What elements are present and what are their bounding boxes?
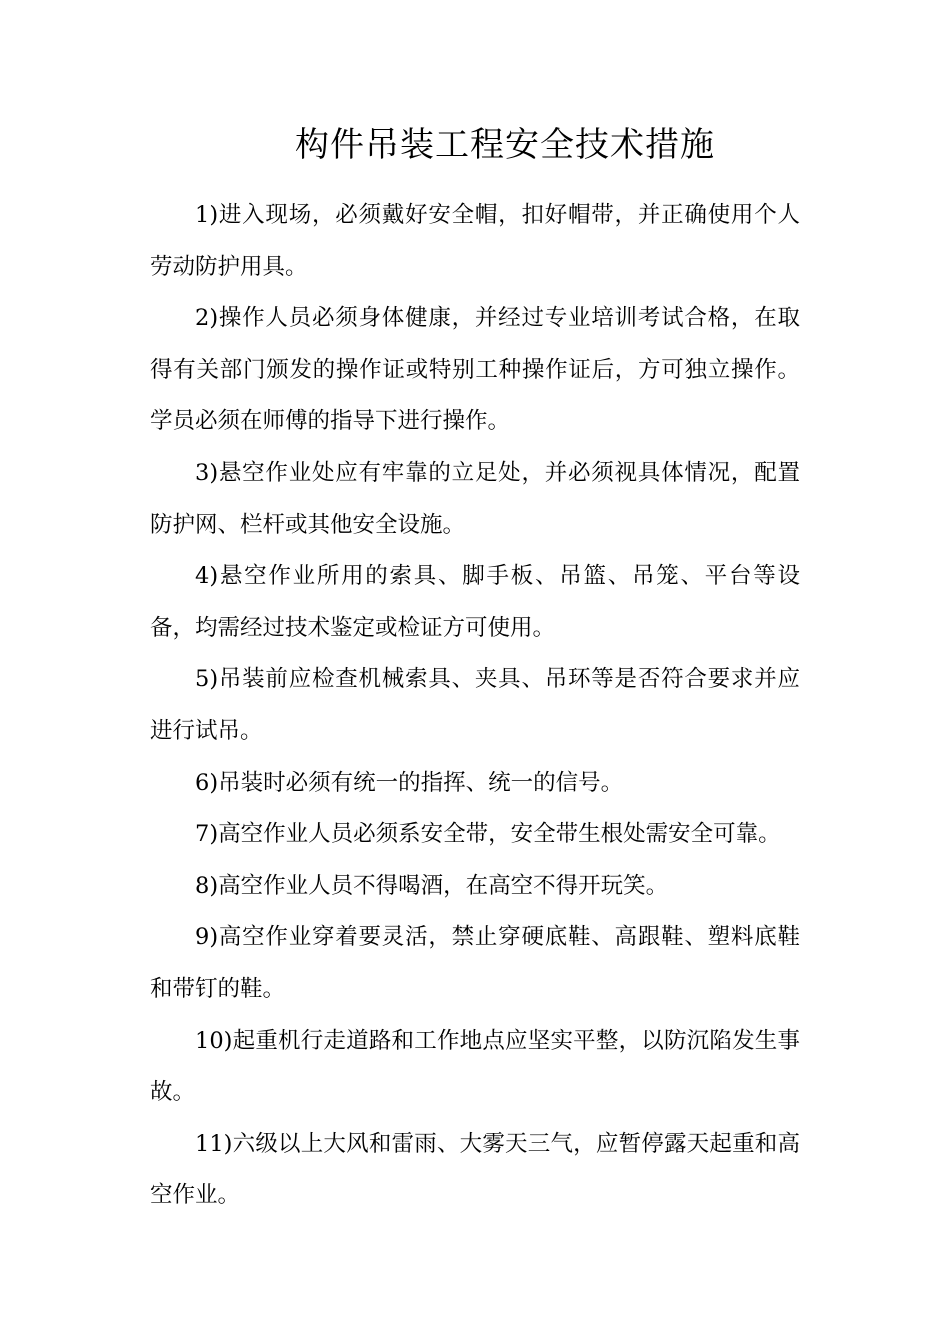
paragraph-6: 6)吊装时必须有统一的指挥、统一的信号。 xyxy=(195,769,624,796)
document-body xyxy=(150,190,800,1222)
paragraph-7: 7)高空作业人员必须系安全带，安全带生根处需安全可靠。 xyxy=(195,821,781,848)
paragraph-3: 3)悬空作业处应有牢靠的立足处，并必须视具体情况，配置防护网、栏杆或其他安全设施。 xyxy=(150,459,800,538)
paragraph-5: 5)吊装前应检查机械索具、夹具、吊环等是否符合要求并应进行试吊。 xyxy=(150,666,800,744)
paragraph-9: 9)高空作业穿着要灵活，禁止穿硬底鞋、高跟鞋、塑料底鞋和带钉的鞋。 xyxy=(150,924,800,1002)
paragraph-2: 2)操作人员必须身体健康，并经过专业培训考试合格，在取得有关部门颁发的操作证或特别工种操作证后，方可独立操作。学员必须在师傅的指导下进行操作。 xyxy=(150,305,800,435)
document-title: 构件吊装工程安全技术措施 xyxy=(295,125,715,165)
paragraph-10: 10)起重机行走道路和工作地点应坚实平整，以防沉陷发生事故。 xyxy=(150,1027,800,1106)
paragraph-1: 1)进入现场，必须戴好安全帽，扣好帽带，并正确使用个人劳动防护用具。 xyxy=(150,202,800,280)
paragraph-11: 11)六级以上大风和雷雨、大雾天三气，应暂停露天起重和高空作业。 xyxy=(150,1130,800,1209)
paragraph-8: 8)高空作业人员不得喝酒，在高空不得开玩笑。 xyxy=(195,872,669,899)
paragraph-4: 4)悬空作业所用的索具、脚手板、吊篮、吊笼、平台等设备，均需经过技术鉴定或检证方可使用。 xyxy=(150,563,800,641)
